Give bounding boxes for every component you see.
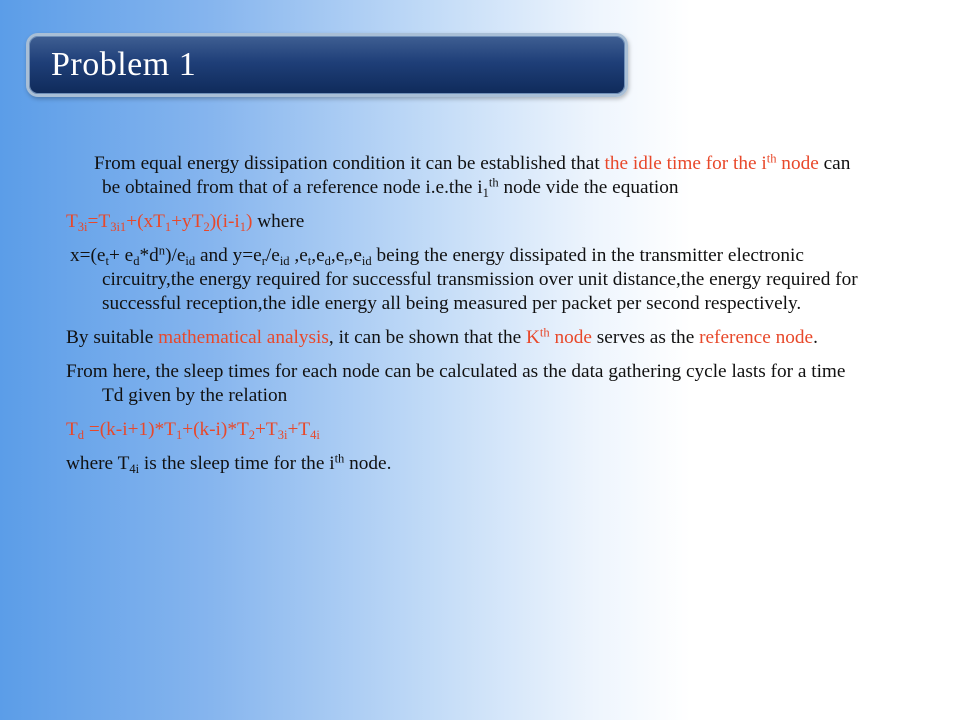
slide-title: Problem 1	[51, 46, 197, 83]
text-run: node vide the equation	[498, 177, 679, 198]
equation-red: $T_d =(k-i+1)*T_1+(k-i)*T_2+T_{3i}+T_{4i}$	[66, 419, 320, 442]
text-run: can be obtained from that of a reference node i.e.the i	[102, 153, 851, 198]
text-run: where	[252, 211, 305, 232]
equation-td	[66, 418, 866, 442]
paragraph-sleep-times: From here, the sleep times for each node can be calculated as the data gathering cycle lasts for a time Td given by the relation	[66, 361, 846, 406]
subscript: 1	[482, 185, 489, 200]
paragraph-t4i: where $T_{4i}$ is the sleep time for the $i^{th}$ node.	[66, 451, 392, 476]
slide-content	[66, 152, 866, 476]
highlight-text: reference node	[699, 327, 814, 348]
highlight-text: the idle time for the i	[604, 153, 767, 174]
highlight-text: node	[776, 153, 819, 174]
highlight-text: node	[549, 327, 592, 348]
paragraph-reference-node: By suitable mathematical analysis, it can be shown that the $K^{th}$ node serves as the reference node.	[66, 325, 818, 348]
paragraph-idle-time	[66, 152, 866, 200]
equation-red: $T_{3i}=T_{3i1}+(xT_1+yT_2)(i-i_1)$	[66, 211, 253, 234]
paragraph-variables: $x=(e_t+ e_d*d^n)/e_{id}$ and $y=e_r/e_{id}$ $,e_t,e_d,e_r,e_{id}$ being the energy dissipated in the transmitter electronic circuitry,the energy required for successful transmission over unit distance,the energy required for successful reception,the idle energy all being measured per packet per second respectively.	[70, 243, 858, 314]
title-bar	[26, 33, 628, 97]
equation-t3i	[66, 210, 866, 234]
superscript: th	[539, 325, 550, 340]
superscript: th	[766, 151, 777, 166]
highlight-text: K	[525, 327, 540, 348]
superscript: th	[488, 175, 499, 190]
text-run: From equal energy dissipation condition it can be established that	[94, 153, 605, 174]
highlight-text: mathematical analysis	[158, 327, 329, 348]
